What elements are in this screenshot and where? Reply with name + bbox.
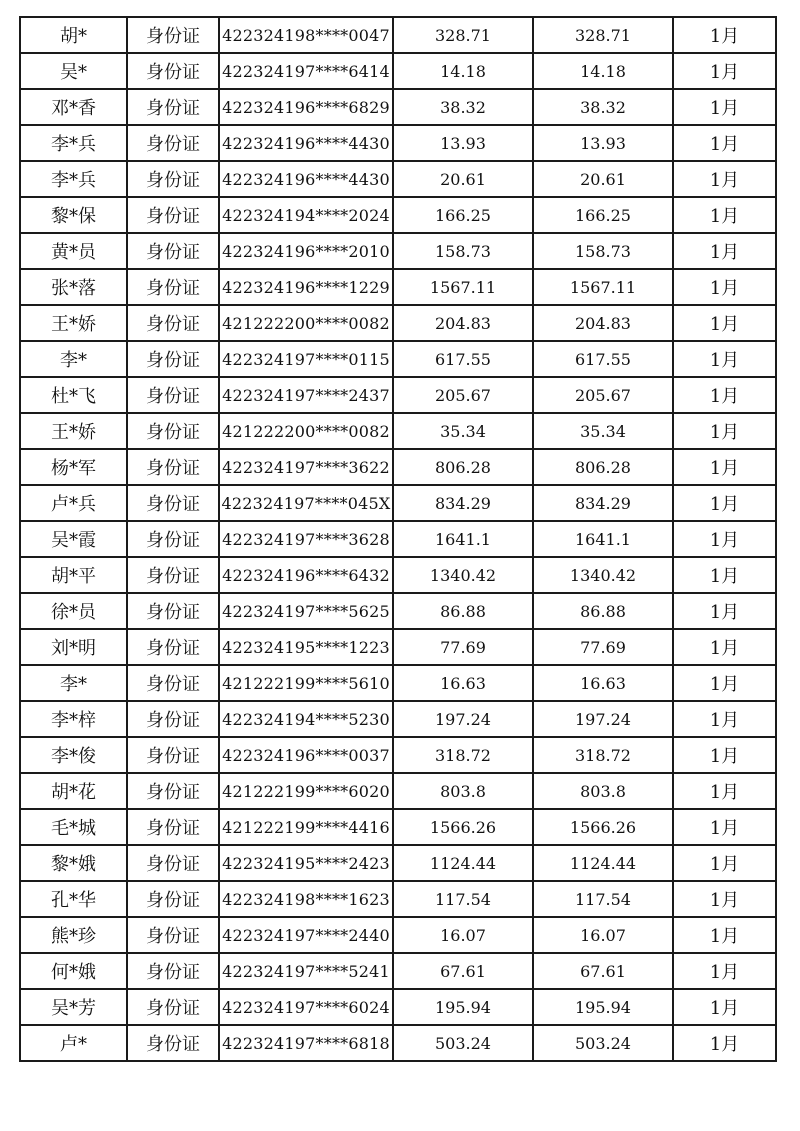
table-row: [20, 881, 776, 917]
id-number-cell: 422324194****2024: [219, 197, 393, 233]
table-row: [20, 665, 776, 701]
amount-paid-cell: 77.69: [533, 629, 673, 665]
id-number-cell: 422324197****6024: [219, 989, 393, 1025]
amount-cell: 318.72: [393, 737, 533, 773]
id-number-cell: 422324197****3628: [219, 521, 393, 557]
name-cell: 吴*: [20, 53, 127, 89]
name-cell: 胡*平: [20, 557, 127, 593]
id-number-cell: 422324198****0047: [219, 17, 393, 53]
name-cell: 胡*: [20, 17, 127, 53]
amount-paid-cell: 16.07: [533, 917, 673, 953]
id-type-cell: 身份证: [127, 917, 219, 953]
table-row: [20, 917, 776, 953]
id-type-cell: 身份证: [127, 629, 219, 665]
month-cell: 1月: [673, 233, 776, 269]
id-number-cell: 422324196****0037: [219, 737, 393, 773]
id-type-cell: 身份证: [127, 89, 219, 125]
id-type-cell: 身份证: [127, 269, 219, 305]
table-row: [20, 701, 776, 737]
amount-paid-cell: 35.34: [533, 413, 673, 449]
table-row: [20, 809, 776, 845]
amount-cell: 803.8: [393, 773, 533, 809]
month-cell: 1月: [673, 1025, 776, 1061]
month-cell: 1月: [673, 917, 776, 953]
month-cell: 1月: [673, 737, 776, 773]
name-cell: 吴*霞: [20, 521, 127, 557]
amount-cell: 117.54: [393, 881, 533, 917]
table-row: [20, 269, 776, 305]
name-cell: 王*娇: [20, 305, 127, 341]
table-row: [20, 341, 776, 377]
id-number-cell: 422324197****6414: [219, 53, 393, 89]
name-cell: 王*娇: [20, 413, 127, 449]
id-type-cell: 身份证: [127, 17, 219, 53]
month-cell: 1月: [673, 881, 776, 917]
id-number-cell: 422324196****1229: [219, 269, 393, 305]
table-body: [20, 17, 776, 1061]
id-number-cell: 422324196****4430: [219, 125, 393, 161]
amount-paid-cell: 1566.26: [533, 809, 673, 845]
month-cell: 1月: [673, 305, 776, 341]
month-cell: 1月: [673, 377, 776, 413]
month-cell: 1月: [673, 557, 776, 593]
month-cell: 1月: [673, 341, 776, 377]
amount-paid-cell: 1124.44: [533, 845, 673, 881]
month-cell: 1月: [673, 773, 776, 809]
amount-paid-cell: 503.24: [533, 1025, 673, 1061]
id-number-cell: 422324197****2437: [219, 377, 393, 413]
month-cell: 1月: [673, 269, 776, 305]
name-cell: 卢*: [20, 1025, 127, 1061]
month-cell: 1月: [673, 197, 776, 233]
amount-cell: 77.69: [393, 629, 533, 665]
id-number-cell: 421222200****0082: [219, 305, 393, 341]
amount-paid-cell: 67.61: [533, 953, 673, 989]
table-row: [20, 53, 776, 89]
id-type-cell: 身份证: [127, 1025, 219, 1061]
amount-cell: 158.73: [393, 233, 533, 269]
amount-paid-cell: 20.61: [533, 161, 673, 197]
id-type-cell: 身份证: [127, 881, 219, 917]
id-number-cell: 422324197****3622: [219, 449, 393, 485]
id-type-cell: 身份证: [127, 773, 219, 809]
name-cell: 李*: [20, 341, 127, 377]
id-number-cell: 422324197****0115: [219, 341, 393, 377]
id-type-cell: 身份证: [127, 593, 219, 629]
table-row: [20, 737, 776, 773]
month-cell: 1月: [673, 89, 776, 125]
month-cell: 1月: [673, 629, 776, 665]
amount-paid-cell: 197.24: [533, 701, 673, 737]
month-cell: 1月: [673, 953, 776, 989]
amount-cell: 1566.26: [393, 809, 533, 845]
id-number-cell: 421222199****5610: [219, 665, 393, 701]
name-cell: 卢*兵: [20, 485, 127, 521]
amount-cell: 1124.44: [393, 845, 533, 881]
id-type-cell: 身份证: [127, 557, 219, 593]
amount-cell: 1641.1: [393, 521, 533, 557]
amount-paid-cell: 617.55: [533, 341, 673, 377]
id-number-cell: 422324195****2423: [219, 845, 393, 881]
name-cell: 黎*保: [20, 197, 127, 233]
id-type-cell: 身份证: [127, 953, 219, 989]
id-type-cell: 身份证: [127, 125, 219, 161]
table-row: [20, 629, 776, 665]
id-type-cell: 身份证: [127, 485, 219, 521]
name-cell: 毛*城: [20, 809, 127, 845]
table-row: [20, 125, 776, 161]
month-cell: 1月: [673, 485, 776, 521]
amount-cell: 14.18: [393, 53, 533, 89]
amount-paid-cell: 16.63: [533, 665, 673, 701]
amount-paid-cell: 117.54: [533, 881, 673, 917]
name-cell: 李*兵: [20, 125, 127, 161]
table-row: [20, 161, 776, 197]
amount-cell: 806.28: [393, 449, 533, 485]
id-number-cell: 422324194****5230: [219, 701, 393, 737]
name-cell: 邓*香: [20, 89, 127, 125]
table-row: [20, 485, 776, 521]
month-cell: 1月: [673, 989, 776, 1025]
amount-cell: 16.07: [393, 917, 533, 953]
amount-paid-cell: 803.8: [533, 773, 673, 809]
id-type-cell: 身份证: [127, 377, 219, 413]
id-type-cell: 身份证: [127, 809, 219, 845]
table-row: [20, 233, 776, 269]
name-cell: 何*娥: [20, 953, 127, 989]
table-row: [20, 953, 776, 989]
name-cell: 胡*花: [20, 773, 127, 809]
id-type-cell: 身份证: [127, 989, 219, 1025]
id-number-cell: 422324197****5241: [219, 953, 393, 989]
amount-cell: 38.32: [393, 89, 533, 125]
amount-cell: 166.25: [393, 197, 533, 233]
amount-paid-cell: 806.28: [533, 449, 673, 485]
name-cell: 孔*华: [20, 881, 127, 917]
id-type-cell: 身份证: [127, 233, 219, 269]
table-row: [20, 17, 776, 53]
id-number-cell: 421222199****6020: [219, 773, 393, 809]
id-type-cell: 身份证: [127, 449, 219, 485]
id-number-cell: 422324198****1623: [219, 881, 393, 917]
month-cell: 1月: [673, 701, 776, 737]
amount-paid-cell: 328.71: [533, 17, 673, 53]
month-cell: 1月: [673, 521, 776, 557]
amount-paid-cell: 834.29: [533, 485, 673, 521]
month-cell: 1月: [673, 845, 776, 881]
amount-paid-cell: 14.18: [533, 53, 673, 89]
table-row: [20, 1025, 776, 1061]
id-type-cell: 身份证: [127, 305, 219, 341]
id-number-cell: 421222200****0082: [219, 413, 393, 449]
table-row: [20, 197, 776, 233]
amount-paid-cell: 166.25: [533, 197, 673, 233]
table-row: [20, 377, 776, 413]
id-number-cell: 422324197****045X: [219, 485, 393, 521]
name-cell: 吴*芳: [20, 989, 127, 1025]
amount-paid-cell: 86.88: [533, 593, 673, 629]
amount-cell: 617.55: [393, 341, 533, 377]
id-number-cell: 422324196****6829: [219, 89, 393, 125]
name-cell: 李*俊: [20, 737, 127, 773]
id-type-cell: 身份证: [127, 161, 219, 197]
id-number-cell: 422324196****2010: [219, 233, 393, 269]
name-cell: 李*: [20, 665, 127, 701]
name-cell: 黎*娥: [20, 845, 127, 881]
amount-cell: 16.63: [393, 665, 533, 701]
table-row: [20, 593, 776, 629]
amount-cell: 67.61: [393, 953, 533, 989]
id-type-cell: 身份证: [127, 197, 219, 233]
amount-paid-cell: 195.94: [533, 989, 673, 1025]
name-cell: 李*兵: [20, 161, 127, 197]
month-cell: 1月: [673, 809, 776, 845]
month-cell: 1月: [673, 413, 776, 449]
amount-paid-cell: 1567.11: [533, 269, 673, 305]
name-cell: 刘*明: [20, 629, 127, 665]
month-cell: 1月: [673, 449, 776, 485]
amount-cell: 503.24: [393, 1025, 533, 1061]
id-type-cell: 身份证: [127, 521, 219, 557]
name-cell: 黄*员: [20, 233, 127, 269]
id-type-cell: 身份证: [127, 53, 219, 89]
table-row: [20, 989, 776, 1025]
name-cell: 熊*珍: [20, 917, 127, 953]
month-cell: 1月: [673, 17, 776, 53]
name-cell: 徐*员: [20, 593, 127, 629]
name-cell: 杨*军: [20, 449, 127, 485]
id-type-cell: 身份证: [127, 845, 219, 881]
amount-paid-cell: 158.73: [533, 233, 673, 269]
table-row: [20, 89, 776, 125]
name-cell: 张*落: [20, 269, 127, 305]
month-cell: 1月: [673, 53, 776, 89]
amount-cell: 328.71: [393, 17, 533, 53]
amount-cell: 205.67: [393, 377, 533, 413]
table-row: [20, 773, 776, 809]
payment-roster-table: [19, 16, 777, 1062]
amount-cell: 204.83: [393, 305, 533, 341]
id-number-cell: 422324195****1223: [219, 629, 393, 665]
table-row: [20, 845, 776, 881]
amount-paid-cell: 1641.1: [533, 521, 673, 557]
table-row: [20, 557, 776, 593]
amount-paid-cell: 38.32: [533, 89, 673, 125]
amount-paid-cell: 1340.42: [533, 557, 673, 593]
month-cell: 1月: [673, 125, 776, 161]
amount-cell: 1567.11: [393, 269, 533, 305]
amount-cell: 20.61: [393, 161, 533, 197]
amount-cell: 1340.42: [393, 557, 533, 593]
id-type-cell: 身份证: [127, 701, 219, 737]
table-row: [20, 413, 776, 449]
amount-cell: 13.93: [393, 125, 533, 161]
table-row: [20, 305, 776, 341]
id-number-cell: 422324197****2440: [219, 917, 393, 953]
amount-cell: 35.34: [393, 413, 533, 449]
table-row: [20, 449, 776, 485]
month-cell: 1月: [673, 161, 776, 197]
month-cell: 1月: [673, 665, 776, 701]
table-row: [20, 521, 776, 557]
id-type-cell: 身份证: [127, 665, 219, 701]
amount-cell: 86.88: [393, 593, 533, 629]
name-cell: 李*梓: [20, 701, 127, 737]
id-number-cell: 422324196****4430: [219, 161, 393, 197]
id-type-cell: 身份证: [127, 341, 219, 377]
id-number-cell: 422324197****6818: [219, 1025, 393, 1061]
amount-cell: 195.94: [393, 989, 533, 1025]
id-type-cell: 身份证: [127, 413, 219, 449]
id-type-cell: 身份证: [127, 737, 219, 773]
id-number-cell: 421222199****4416: [219, 809, 393, 845]
amount-paid-cell: 13.93: [533, 125, 673, 161]
month-cell: 1月: [673, 593, 776, 629]
amount-paid-cell: 205.67: [533, 377, 673, 413]
amount-cell: 197.24: [393, 701, 533, 737]
id-number-cell: 422324197****5625: [219, 593, 393, 629]
amount-paid-cell: 318.72: [533, 737, 673, 773]
amount-cell: 834.29: [393, 485, 533, 521]
amount-paid-cell: 204.83: [533, 305, 673, 341]
id-number-cell: 422324196****6432: [219, 557, 393, 593]
name-cell: 杜*飞: [20, 377, 127, 413]
